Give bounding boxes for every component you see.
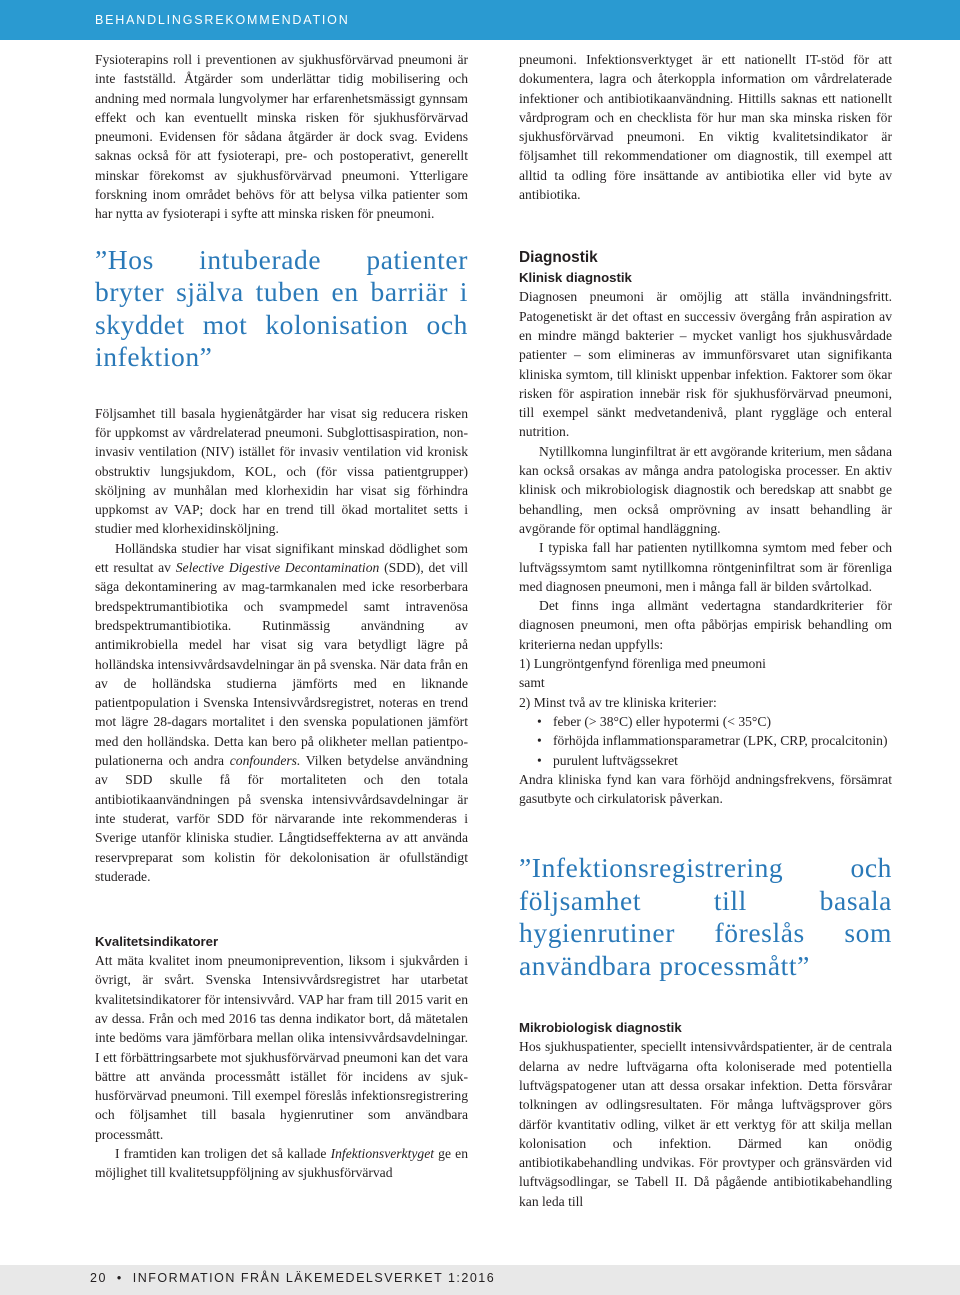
bullet-item: • förhöjda inflammationsparametrar (LPK, CRP, procalcitonin) (519, 731, 892, 750)
bullet-icon: • (537, 733, 542, 749)
publication-name: INFORMATION FRÅN LÄKEMEDELSVERKET 1:2016 (132, 1271, 496, 1285)
criteria-list (519, 654, 892, 712)
left-column (95, 50, 468, 1183)
sdd-term: Selective Digestive Decontamination (175, 560, 380, 576)
bullet-icon: • (537, 713, 542, 729)
paragraph-infektionsverktyget: I framtiden kan troligen det så kallade Infektionsverktyget ge en möjlighet till kvalitetsuppföljning av sjukhusförvärvad (95, 1146, 468, 1181)
paragraph-lunginfiltrat: Nytillkomna lunginfiltrat är ett avgörande kriterium, men sådana kan också orsakas av många andra patologiska processer. En aktiv klinisk och mikrobiologisk diagnostik och beredskap att snabbt ge behandling, men också omprövning av insatt behandling är avgörande för optimal handläggning. (519, 443, 892, 536)
paragraph-mikrobiologi: Hos sjukhuspatienter, speciellt intensivvårdspatienter, är de centrala delarna av nedre luftvägarna ofta koloniserade med potentiella luftvägspatogener utan att dessa orsakar infektion. Detta försvårar tolkningen av odlingsresultaten. För många luftvägsprover görs därför kvantitativ odling, vilket är ett verktyg för att skilja mellan kolonisation och infektion. Därmed kan onödig antibiotikabehandling undvikas. För provtyper och gränsvärden vid luftvägsodlingar, se Tabell II. Då pågående antibiotikabehandling kan leda till (519, 1039, 892, 1209)
subheading-klinisk-diagnostik: Klinisk diagnostik (519, 270, 632, 286)
bullet-icon: • (537, 752, 542, 768)
section-label: BEHANDLINGSREKOMMENDATION (95, 13, 350, 27)
paragraph-it-stod: pneumoni. Infektionsverktyget är ett nationellt IT-stöd för att dokumentera, lagra och återkoppla information om vårdrelaterade infektioner och antibiotikaanvändning. Hittills saknas ett nationellt vårdprogram och en checklista för hur man ska minska risken för sjukhusförvärvad pneumoni. En viktig kvalitetsindikator är följsamhet till rekommendationer om diagnostik, till exempel att alltid ta odling före insättande av antibiotika eller vid byte av antibiotika. (519, 52, 892, 203)
heading-kvalitetsindikatorer: Kvalitetsindikatorer (95, 934, 219, 950)
criteria-item-2: 2) Minst två av tre kliniska kriterier: (519, 694, 717, 710)
paragraph-fysioterapi: Fysioterapins roll i preventionen av sjukhusförvärvad pneumoni är inte fastställd. Åtgärder som underlättar tidig mobilisering och andning med normala lungvolymer har erfarenhetsmässigt gynnsam effekt och kan eventuellt minska risken för sjukhusförvärvad pneumoni. Evidensen för sådana åtgärder är dock svag. Evidens saknas också för att fysioterapi, pre- och postoperativt, generellt minskar förekomst av sjukhusförvärvad pneumoni. Ytterligare forskning inom området behövs för att belysa vilka patienter som har nytta av fysioterapi i syfte att minska risken för pneumoni. (95, 52, 468, 222)
criteria-item-1-cont: samt (519, 675, 545, 691)
confounders-term: confounders. (229, 753, 301, 769)
paragraph-kvalitet: Att mäta kvalitet inom pneumoniprevention, liksom i sjukvården i övrigt, är svårt. Svenska Intensivvårdsregistret har utarbetat kvalitetsindikatorer för intensivvård. VAP har fram till 2015 varit en av dessa. Från och med 2016 tas denna indikator bort, då mätetalen inte bedöms vara jämförbara mellan olika intensivvårdsavdelningar. I ett förbättringsarbete mot sjukhusförvärvad pneumoni kan det vara bättre att använda processmått istället för incidens av sjukhusförvärvad pneumoni. Till exempel föreslås infektionsregistrering och följsamhet till basala hygienrutiner som användbara processmått. (95, 953, 468, 1142)
paragraph-standardkriterier: Det finns inga allmänt vedertagna standardkriterier för diagnosen pneumoni, men ofta påbörjas empirisk behandling om kriterierna nedan uppfylls: (519, 598, 892, 652)
page-number: 20 (90, 1271, 107, 1285)
paragraph-sdd: Holländska studier har visat signifikant minskad dödlighet som ett resultat av Selective Digestive Decontamination (SDD), det vill säga dekontaminering av mag-tarmkanalen med icke resorberbara bredspektrumantibiotika och svampmedel samt intravenösa bredspektrumantibiotika. Rutinmässig användning av antimikrobiella medel har visat sig vara betydligt lägre på holländska intensivvårdsavdelningar än på svenska. När data från en av de holländska studierna jämförts med en liknande patientpopulation i Svenska Intensivvårdsregistret, noteras en trend mot lägre 28-dagars mortalitet i den svenska populationen jämfört med den holländska. Detta kan bero på olikheter mellan patientpopulationerna och andra confounders. Vilken betydelse användning av SDD skulle få för mortaliteten och den totala antibiotikaanvändningen på svenska intensivvårdsavdelningar är inte studerat, varför SDD för närvarande inte rekommenderas i Sverige utanför kliniska studier. Långtidseffekterna av att använda reservpreparat som kolistin för dekolonisation är ofullständigt studerade. (95, 540, 469, 884)
bullet-item: • feber (> 38°C) eller hypotermi (< 35°C) (519, 712, 892, 731)
heading-mikrobiologisk-diagnostik: Mikrobiologisk diagnostik (519, 1020, 682, 1036)
paragraph-hygien: Följsamhet till basala hygienåtgärder har visat sig reducera risken för uppkomst av vårdrelaterad pneumoni. Subglottisaspiration, non-invasiv ventilation (NIV) istället för invasiv ventilation vid kronisk obstruktiv lungsjukdom, KOL, och (för vissa patientgrupper) sköljning av munhålan med klorhexidin har visat sig förhindra uppkomst av VAP; dock har en trend till ökad mortalitet setts i studier med klorhexidinsköljning. (95, 405, 468, 537)
heading-diagnostik: Diagnostik (519, 249, 598, 267)
criteria-item-1: 1) Lungröntgenfynd förenliga med pneumoni (519, 656, 766, 672)
pull-quote-intuberade: ”Hos intuberade patienter bryter själva tuben en barriär i skyddet mot kolonisation och infektion” (95, 243, 468, 373)
bullet-item: • purulent luftvägssekret (519, 751, 892, 770)
footer (90, 1271, 495, 1285)
paragraph-typiska-fall: I typiska fall har patienten nytillkomna symtom med feber och luftvägssymtom samt nytillkomna röntgeninfiltrat som är förenliga med diagnosen pneumoni, men i många fall är bilden svårtolkad. (519, 540, 892, 594)
clinical-criteria-bullets (519, 712, 892, 770)
infektionsverktyget-term: Infektionsverktyget (330, 1146, 435, 1162)
right-column (519, 50, 892, 1211)
paragraph-diagnos: Diagnosen pneumoni är omöjlig att ställa invändningsfritt. Patogenetiskt är det oftast en successiv övergång från aspiration av en mindre mängd bakterier – mycket vanligt hos sjukhusvårdade patienter – som elimineras av immunförsvaret utan signifikanta kliniska symtom, till kliniskt uppenbar infektion. Faktorer som ökar risken för aspiration innebär risk för sjukhusförvärvad pneumoni, till exempel sänkt medvetandenivå, plant ryggläge och enteral nutrition. (519, 289, 892, 440)
footer-bullet: • (116, 1271, 123, 1285)
pull-quote-infektionsregistrering: ”Infektionsregistrering och följsamhet till basala hygienrutiner föreslås som användbara processmått” (519, 852, 892, 981)
paragraph-andra-fynd: Andra kliniska fynd kan vara förhöjd andningsfrekvens, försämrat gasutbyte och cirkulatorisk påverkan. (519, 771, 892, 807)
